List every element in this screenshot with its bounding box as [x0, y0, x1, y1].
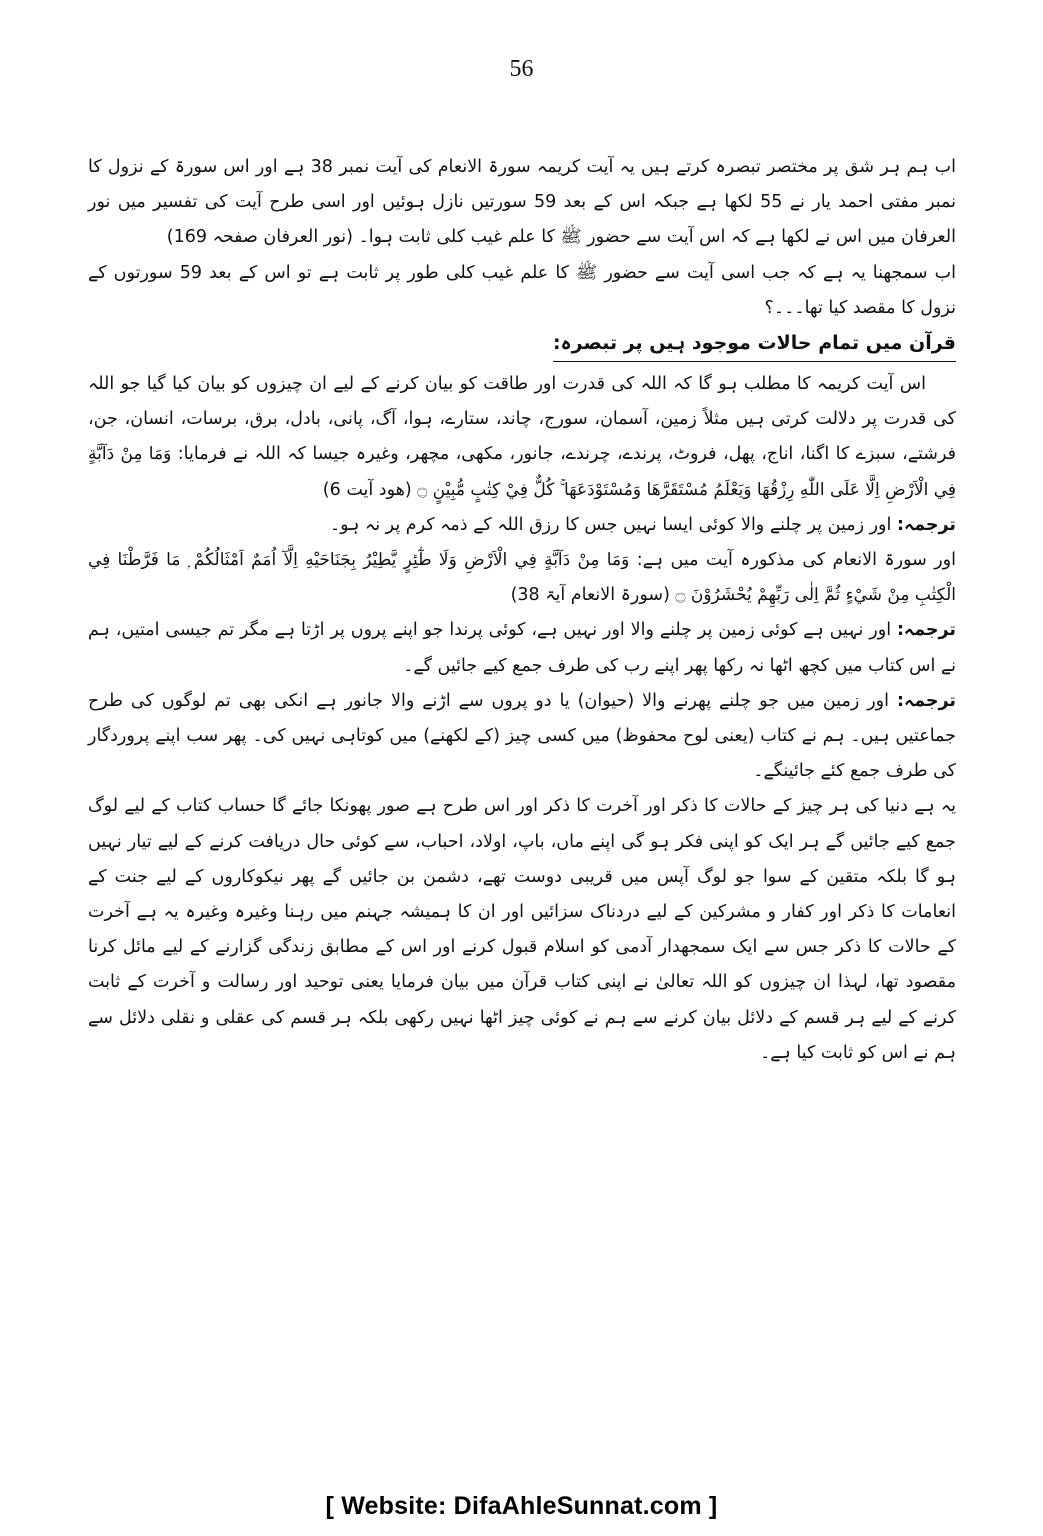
translation-text: اور زمین پر چلنے والا کوئی ایسا نہیں جس کا رزق اللہ کے ذمہ کرم پر نہ ہو۔ [329, 514, 897, 535]
verse-reference-anam: (سورۃ الانعام آیۃ 38) [510, 585, 676, 606]
paragraph-akhirat: یہ ہے دنیا کی ہر چیز کے حالات کا ذکر اور آخرت کا ذکر اور اس طرح ہے صور پھونکا جائے گا حساب کتاب کے لیے لوگ جمع کیے جائیں گے ہر ایک کو اپنی فکر ہو گی اپنے ماں، باپ، اولاد، احباب، سے کوئی حال دریافت کرنے کے لیے تیار نہیں ہو گا بلکہ متقین کے سوا جو لوگ آپس میں قریبی دوست تھے، دشمن بن جائیں گے پھر نیکوکاروں کے لیے جنت کے انعامات کا ذکر اور کفار و مشرکین کے لیے دردناک سزائیں اور ان کا ہمیشہ جہنم میں رہنا وغیرہ وغیرہ یہ ہے آخرت کے حالات کا ذکر جس سے ایک سمجھدار آدمی کو اسلام قبول کرنے اور اس کے مطابق زندگی گزارنے کے لیے مائل کرنا مقصود تھا، لہذا ان چیزوں کو اللہ تعالیٰ نے اپنی کتاب قرآن میں بیان فرمایا یعنی توحید اور رسالت و آخرت کے ثابت کرنے کے لیے ہر قسم کے دلائل بیان کرنے سے ہم نے کوئی چیز اٹھا نہیں رکھی بلکہ ہر قسم کی عقلی و نقلی دلائل سے ہم نے اس کو ثابت کیا ہے۔ [88, 796, 956, 1063]
paragraph-tabsira-intro: اب ہم ہر شق پر مختصر تبصرہ کرتے ہیں یہ آیت کریمہ سورۃ الانعام کی آیت نمبر 38 ہے اور اس سورۃ کے نزول کا نمبر مفتی احمد یار نے 55 لکھا ہے جبکہ اس کے بعد 59 سورتیں نازل ہوئیں اور اسی طرح آیت کی تفسیر میں نور العرفان میں اس نے لکھا ہے کہ اس آیت سے حضور ﷺ کا علم غیب کلی ثابت ہوا۔ (نور العرفان صفحہ 169) [88, 157, 957, 248]
paragraph-anam [88, 543, 956, 613]
translation-label: ترجمہ: [896, 690, 956, 711]
section-heading-wrap [88, 327, 956, 367]
translation-text: اور زمین میں جو چلنے پھرنے والا (حیوان) یا دو پروں سے اڑنے والا جانور ہے انکی بھی تم لوگوں کی طرح جماعتیں ہیں۔ ہم نے کتاب (یعنی لوح محفوظ) میں کسی چیز (کے لکھنے) میں کوتاہی نہیں کی۔ پھر سب اپنے پروردگار کی طرف جمع کئے جائینگے۔ [88, 690, 956, 782]
paragraph-qudrat-text: اس آیت کریمہ کا مطلب ہو گا کہ اللہ کی قدرت اور طاقت کو بیان کرنے کے لیے ان چیزوں کو بیان کیا گیا جو اللہ کی قدرت پر دلالت کرتی ہیں مثلاً زمین، آسمان، سورج، چاند، ستارے، ہوا، آگ، پانی، بادل، برق، برسات، انسان، جن، فرشتے، سبزے کا اگنا، اناج، پھل، فروٹ، پرندے، چرندے، جانور، مکھی، مچھر، وغیرہ جیسا کہ اللہ نے فرمایا: [88, 374, 956, 465]
translation-anam-1 [88, 613, 956, 683]
translation-hud [88, 508, 956, 543]
quran-verse-anam: وَمَا مِنْ دَآبَّةٍ فِي الْاَرْضِ وَلَا طٰٓئِرٍ يَّطِيْرُ بِجَنَاحَيْهِ اِلَّآ اُمَمٌ اَمْثَالُكُمْ ۭ مَا فَرَّطْنَا فِي الْكِتٰبِ مِنْ شَيْءٍ ثُمَّ اِلٰى رَبِّهِمْ يُحْشَرُوْنَ ۝ [88, 550, 956, 606]
paragraph-question: اب سمجھنا یہ ہے کہ جب اسی آیت سے حضور ﷺ کا علم غیب کلی طور پر ثابت ہے تو اس کے بعد 59 سورتوں کے نزول کا مقصد کیا تھا۔۔۔؟ [88, 262, 956, 318]
paragraph-anam-text: اور سورۃ الانعام کی مذکورہ آیت میں ہے: [629, 550, 956, 571]
paragraph-qudrat [88, 367, 956, 508]
translation-label: ترجمہ: [896, 514, 956, 535]
page-number: 56 [509, 56, 534, 82]
section-heading: قرآن میں تمام حالات موجود ہیں پر تبصرہ: [553, 327, 956, 362]
verse-reference-hud: (ھود آیت 6) [322, 479, 418, 500]
quran-verse-hud: وَمَا مِنْ دَآبَّةٍ فِي الْاَرْضِ اِلَّا عَلَى اللّٰهِ رِزْقُهَا وَيَعْلَمُ مُسْتَقَرَّهَا وَمُسْتَوْدَعَهَا ۚ كُلٌّ فِيْ كِتٰبٍ مُّبِيْنٍ ۝ [88, 444, 956, 500]
website-footer: [ Website: DifaAhleSunnat.com ] [325, 1492, 718, 1520]
translation-anam-2 [88, 684, 956, 790]
translation-label: ترجمہ: [896, 620, 956, 641]
translation-text: اور نہیں ہے کوئی زمین پر چلنے والا اور نہیں ہے، کوئی پرندا جو اپنے پروں پر اڑتا ہے مگر تم جیسی امتیں، ہم نے اس کتاب میں کچھ اٹھا نہ رکھا پھر اپنے رب کی طرف جمع کیے جائیں گے۔ [88, 620, 956, 676]
document-body [88, 150, 956, 1071]
